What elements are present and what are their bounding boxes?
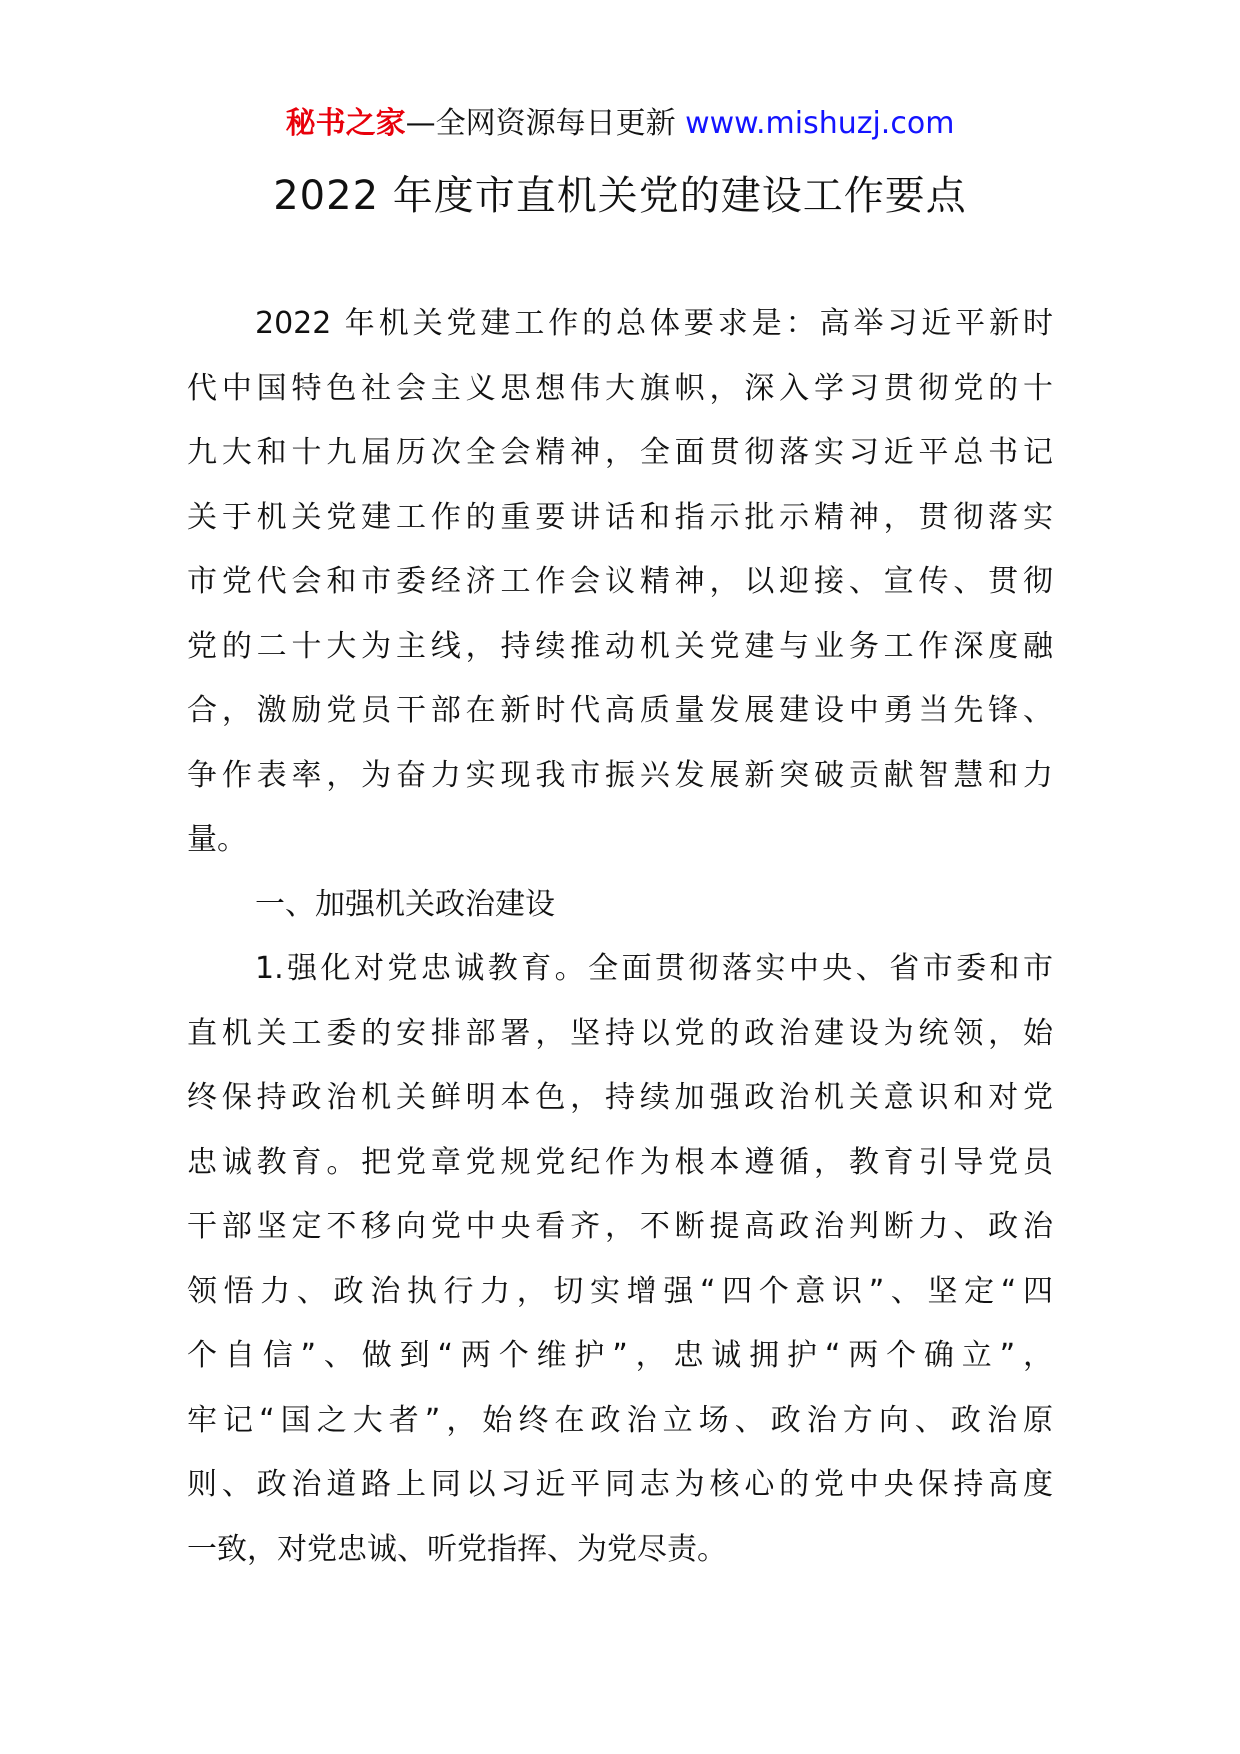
document-title: 2022 年度市直机关党的建设工作要点 bbox=[273, 173, 967, 219]
text-line: 个自信”、做到“两个维护”，忠诚拥护“两个确立”， bbox=[187, 1338, 1053, 1373]
text-line: 量。 bbox=[187, 822, 247, 857]
text-line: 则、政治道路上同以习近平同志为核心的党中央保持高度 bbox=[187, 1467, 1053, 1502]
text-line: 终保持政治机关鲜明本色，持续加强政治机关意识和对党 bbox=[187, 1080, 1053, 1115]
text-line: 领悟力、政治执行力，切实增强“四个意识”、坚定“四 bbox=[187, 1273, 1053, 1309]
text-line: 直机关工委的安排部署，坚持以党的政治建设为统领，始 bbox=[187, 1015, 1053, 1051]
text-line: 忠诚教育。把党章党规党纪作为根本遵循，教育引导党员 bbox=[187, 1144, 1053, 1180]
text-line: 一致，对党忠诚、听党指挥、为党尽责。 bbox=[187, 1531, 727, 1567]
text-line: 关于机关党建工作的重要讲话和指示批示精神，贯彻落实 bbox=[187, 499, 1053, 535]
text-line: 干部坚定不移向党中央看齐，不断提高政治判断力、政治 bbox=[187, 1209, 1053, 1244]
heading-line: 一、加强机关政治建设 bbox=[255, 886, 555, 922]
banner-tagline: —全网资源每日更新 bbox=[405, 106, 676, 141]
text-line: 2022 年机关党建工作的总体要求是：高举习近平新时 bbox=[255, 306, 1053, 341]
website-link[interactable]: www.mishuzj.com bbox=[675, 106, 955, 141]
text-line: 市党代会和市委经济工作会议精神，以迎接、宣传、贯彻 bbox=[187, 564, 1053, 599]
text-line: 牢记“国之大者”，始终在政治立场、政治方向、政治原 bbox=[187, 1402, 1053, 1438]
document-body bbox=[187, 292, 1053, 1582]
section-heading bbox=[187, 873, 1053, 938]
text-line: 合，激励党员干部在新时代高质量发展建设中勇当先锋、 bbox=[187, 693, 1053, 728]
text-line: 九大和十九届历次全会精神，全面贯彻落实习近平总书记 bbox=[187, 435, 1053, 470]
source-banner bbox=[0, 104, 1240, 144]
brand-name: 秘书之家 bbox=[285, 106, 406, 141]
text-line: 1.强化对党忠诚教育。全面贯彻落实中央、省市委和市 bbox=[255, 951, 1053, 986]
paragraph-general-requirements bbox=[187, 292, 1053, 873]
text-line: 争作表率，为奋力实现我市振兴发展新突破贡献智慧和力 bbox=[187, 757, 1053, 793]
paragraph-loyalty-education bbox=[187, 937, 1053, 1582]
text-line: 代中国特色社会主义思想伟大旗帜，深入学习贯彻党的十 bbox=[187, 370, 1053, 406]
text-line: 党的二十大为主线，持续推动机关党建与业务工作深度融 bbox=[187, 628, 1053, 664]
